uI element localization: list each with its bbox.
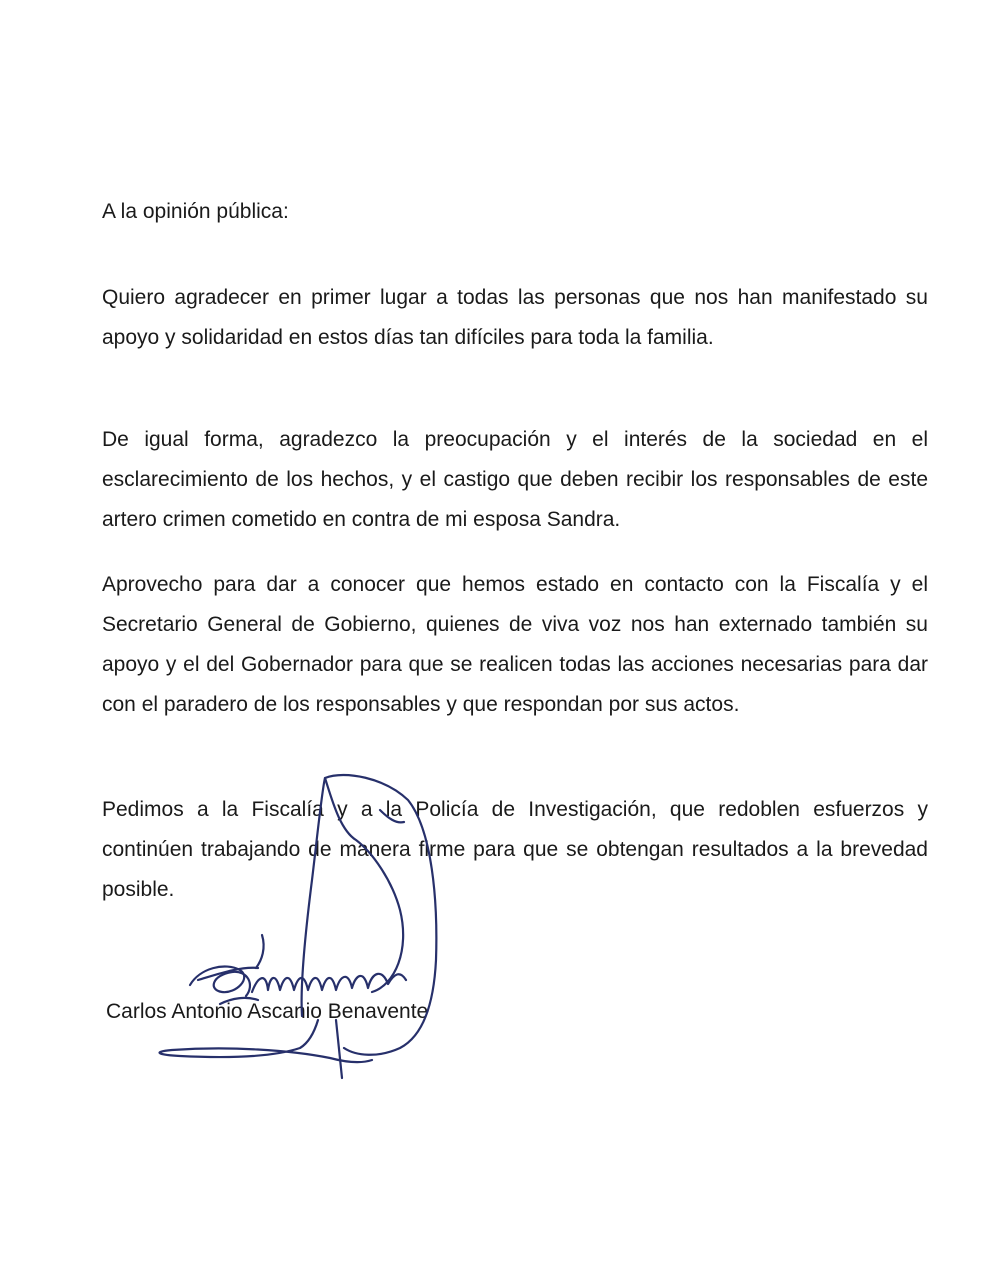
paragraph-request: Pedimos a la Fiscalía y a la Policía de Investigación, que redoblen esfuerzos y continúen trabajando de manera firme para que se obtengan resultados a la brevedad posible. [102, 798, 928, 901]
salutation: A la opinión pública: [102, 200, 289, 223]
signer-name: Carlos Antonio Ascanio Benavente [106, 1000, 429, 1023]
paragraph-authorities-contact: Aprovecho para dar a conocer que hemos estado en contacto con la Fiscalía y el Secretario General de Gobierno, quienes de viva voz nos han externado también su apoyo y el del Gobernador para que se realicen todas las acciones necesarias para dar con el paradero de los responsables y que respondan por sus actos. [102, 573, 928, 716]
paragraph-gratitude: Quiero agradecer en primer lugar a todas las personas que nos han manifestado su apoyo y solidaridad en estos días tan difíciles para toda la familia. [102, 286, 928, 349]
paragraph-society-concern: De igual forma, agradezco la preocupación y el interés de la sociedad en el esclarecimiento de los hechos, y el castigo que deben recibir los responsables de este artero crimen cometido en contra de mi esposa Sandra. [102, 428, 928, 531]
